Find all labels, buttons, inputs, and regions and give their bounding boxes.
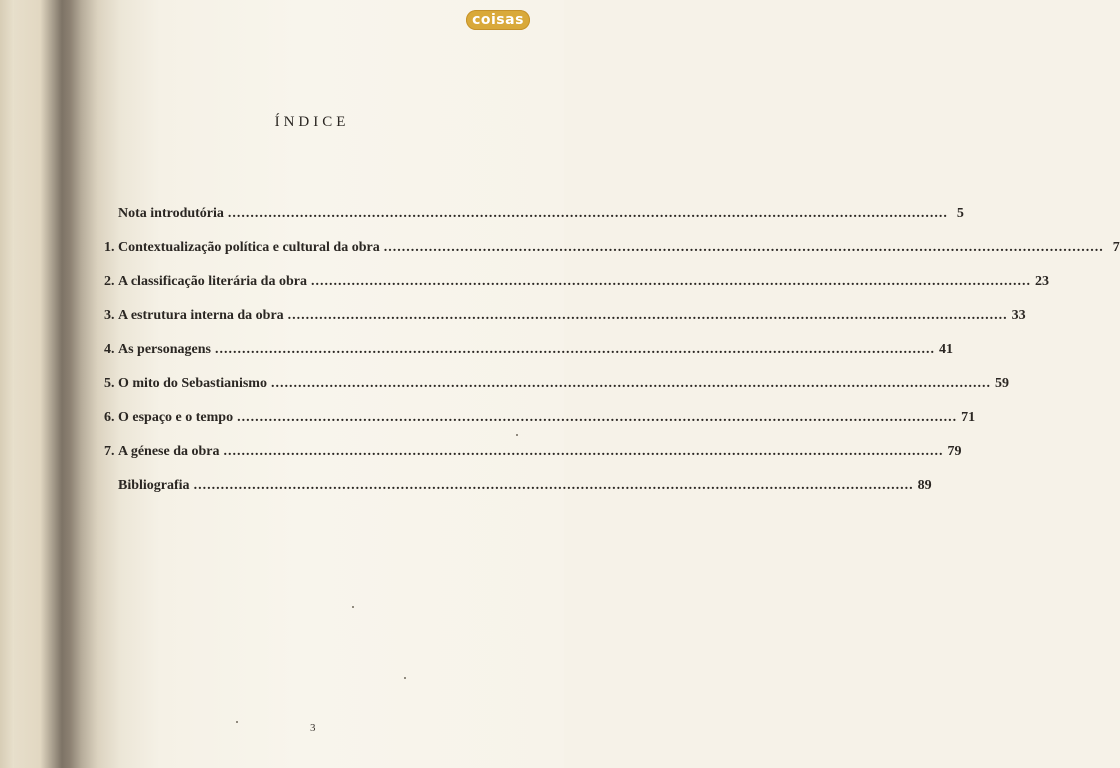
toc-entry-title: A classificação literária da obra xyxy=(118,274,307,289)
paper-speck xyxy=(352,606,354,608)
toc-leader-dots: ................................................................................................................................................................ xyxy=(193,478,914,493)
toc-entry xyxy=(104,308,1026,342)
toc-leader-dots: ................................................................................................................................................................ xyxy=(287,308,1008,323)
toc-entry-number: 3. xyxy=(104,308,115,323)
toc-entry-number: 7. xyxy=(104,444,115,459)
toc-entry-page: 59 xyxy=(994,376,1009,391)
toc-entry-page: 5 xyxy=(956,206,964,221)
toc-entry xyxy=(104,240,1120,274)
toc-entry-page: 89 xyxy=(917,478,932,493)
paper-speck xyxy=(404,677,406,679)
toc-leader-dots: ................................................................................................................................................................ xyxy=(270,376,991,391)
toc-entry xyxy=(104,478,932,512)
toc-leader-dots: ................................................................................................................................................................ xyxy=(227,206,948,221)
toc-entry-number: 5. xyxy=(104,376,115,391)
paper-speck xyxy=(516,434,518,436)
coisas-logo: coisas xyxy=(466,10,530,30)
table-of-contents xyxy=(104,206,1120,512)
toc-entry-number: 6. xyxy=(104,410,115,425)
toc-leader-dots: ................................................................................................................................................................ xyxy=(237,410,958,425)
toc-entry-title: O mito do Sebastianismo xyxy=(118,376,267,391)
toc-entry-page: 41 xyxy=(938,342,953,357)
toc-entry-number: 4. xyxy=(104,342,115,357)
toc-entry-page: 7 xyxy=(1112,240,1120,255)
toc-entry-number: 1. xyxy=(104,240,115,255)
page-title: ÍNDICE xyxy=(274,114,350,130)
toc-entry-number: 2. xyxy=(104,274,115,289)
toc-entry-title: O espaço e o tempo xyxy=(118,410,234,425)
toc-leader-dots: ................................................................................................................................................................ xyxy=(214,342,935,357)
toc-entry-title: As personagens xyxy=(118,342,211,357)
toc-entry-page: 23 xyxy=(1034,274,1049,289)
toc-entry xyxy=(104,376,1009,410)
toc-entry-page: 71 xyxy=(961,410,976,425)
toc-entry-title: Nota introdutória xyxy=(118,206,224,221)
toc-leader-dots: ................................................................................................................................................................ xyxy=(223,444,944,459)
toc-entry xyxy=(104,342,953,376)
toc-entry xyxy=(104,274,1049,308)
paper-speck xyxy=(236,721,238,723)
toc-entry-title: Bibliografia xyxy=(118,478,190,493)
toc-entry-page: 33 xyxy=(1011,308,1026,323)
toc-entry-title: Contextualização política e cultural da obra xyxy=(118,240,380,255)
toc-entry xyxy=(104,206,964,240)
toc-entry xyxy=(104,410,976,444)
toc-entry-page: 79 xyxy=(947,444,962,459)
page-number: 3 xyxy=(310,722,316,734)
toc-leader-dots: ................................................................................................................................................................ xyxy=(310,274,1031,289)
toc-entry-title: A estrutura interna da obra xyxy=(118,308,284,323)
toc-entry xyxy=(104,444,962,478)
toc-leader-dots: ................................................................................................................................................................ xyxy=(383,240,1104,255)
toc-entry-title: A génese da obra xyxy=(118,444,220,459)
